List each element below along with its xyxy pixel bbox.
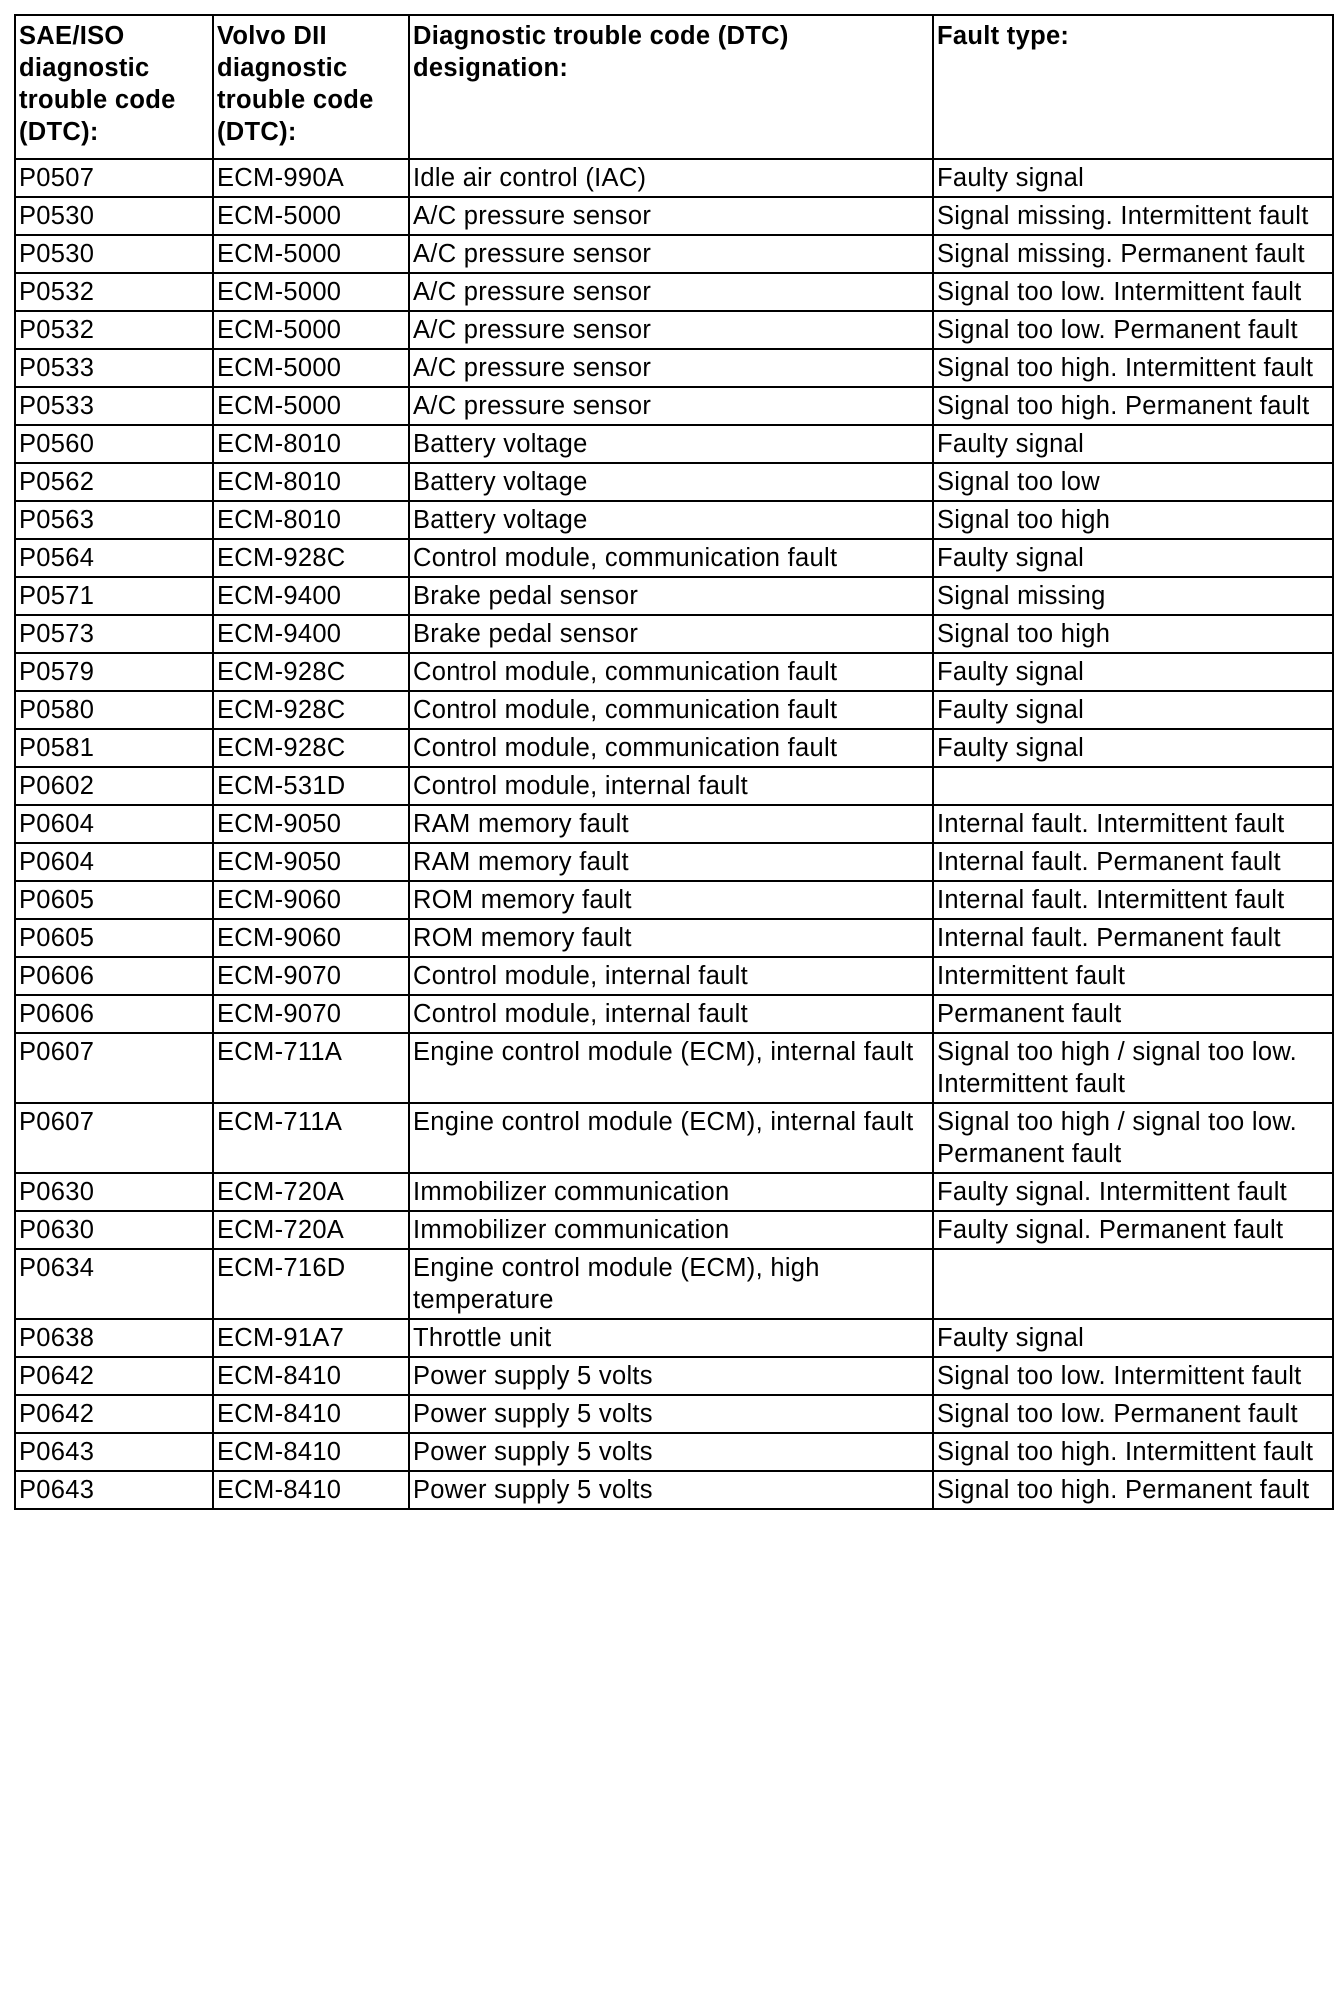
table-row bbox=[15, 1319, 1333, 1357]
cell-dtc-designation: Power supply 5 volts bbox=[409, 1357, 933, 1395]
cell-dtc-designation: A/C pressure sensor bbox=[409, 273, 933, 311]
table-row bbox=[15, 1249, 1333, 1319]
cell-sae-iso-dtc: P0580 bbox=[15, 691, 213, 729]
header-volvo-dii-dtc: Volvo DII diagnostic trouble code (DTC): bbox=[213, 15, 409, 159]
cell-dtc-designation: Control module, internal fault bbox=[409, 995, 933, 1033]
cell-sae-iso-dtc: P0533 bbox=[15, 349, 213, 387]
table-row bbox=[15, 197, 1333, 235]
cell-volvo-dii-dtc: ECM-9050 bbox=[213, 843, 409, 881]
cell-volvo-dii-dtc: ECM-8010 bbox=[213, 463, 409, 501]
cell-sae-iso-dtc: P0573 bbox=[15, 615, 213, 653]
cell-sae-iso-dtc: P0532 bbox=[15, 311, 213, 349]
cell-sae-iso-dtc: P0507 bbox=[15, 159, 213, 197]
header-row bbox=[15, 15, 1333, 159]
cell-volvo-dii-dtc: ECM-5000 bbox=[213, 235, 409, 273]
cell-fault-type: Signal too low. Permanent fault bbox=[933, 311, 1333, 349]
cell-sae-iso-dtc: P0642 bbox=[15, 1395, 213, 1433]
cell-dtc-designation: Control module, internal fault bbox=[409, 767, 933, 805]
cell-volvo-dii-dtc: ECM-9060 bbox=[213, 881, 409, 919]
cell-fault-type: Faulty signal bbox=[933, 691, 1333, 729]
cell-fault-type: Faulty signal bbox=[933, 425, 1333, 463]
table-row bbox=[15, 1173, 1333, 1211]
cell-volvo-dii-dtc: ECM-9060 bbox=[213, 919, 409, 957]
cell-dtc-designation: Control module, communication fault bbox=[409, 729, 933, 767]
table-row bbox=[15, 767, 1333, 805]
table-body bbox=[15, 159, 1333, 1509]
table-row bbox=[15, 691, 1333, 729]
cell-volvo-dii-dtc: ECM-711A bbox=[213, 1033, 409, 1103]
cell-dtc-designation: A/C pressure sensor bbox=[409, 197, 933, 235]
table-row bbox=[15, 463, 1333, 501]
cell-dtc-designation: Battery voltage bbox=[409, 463, 933, 501]
table-row bbox=[15, 235, 1333, 273]
cell-dtc-designation: Control module, communication fault bbox=[409, 539, 933, 577]
cell-volvo-dii-dtc: ECM-8010 bbox=[213, 501, 409, 539]
cell-sae-iso-dtc: P0605 bbox=[15, 881, 213, 919]
cell-volvo-dii-dtc: ECM-990A bbox=[213, 159, 409, 197]
cell-fault-type: Signal too high / signal too low. Intermittent fault bbox=[933, 1033, 1333, 1103]
cell-fault-type: Faulty signal bbox=[933, 653, 1333, 691]
cell-sae-iso-dtc: P0643 bbox=[15, 1433, 213, 1471]
cell-sae-iso-dtc: P0606 bbox=[15, 957, 213, 995]
table-row bbox=[15, 1211, 1333, 1249]
cell-volvo-dii-dtc: ECM-5000 bbox=[213, 349, 409, 387]
cell-dtc-designation: Control module, communication fault bbox=[409, 653, 933, 691]
table-row bbox=[15, 425, 1333, 463]
cell-fault-type bbox=[933, 767, 1333, 805]
cell-dtc-designation: Battery voltage bbox=[409, 425, 933, 463]
cell-dtc-designation: A/C pressure sensor bbox=[409, 349, 933, 387]
cell-dtc-designation: Power supply 5 volts bbox=[409, 1471, 933, 1509]
cell-volvo-dii-dtc: ECM-928C bbox=[213, 691, 409, 729]
cell-dtc-designation: Brake pedal sensor bbox=[409, 615, 933, 653]
table-row bbox=[15, 387, 1333, 425]
cell-fault-type: Signal too high bbox=[933, 615, 1333, 653]
cell-volvo-dii-dtc: ECM-8410 bbox=[213, 1433, 409, 1471]
cell-dtc-designation: Immobilizer communication bbox=[409, 1173, 933, 1211]
table-row bbox=[15, 653, 1333, 691]
cell-sae-iso-dtc: P0604 bbox=[15, 805, 213, 843]
table-row bbox=[15, 273, 1333, 311]
cell-volvo-dii-dtc: ECM-928C bbox=[213, 729, 409, 767]
cell-dtc-designation: Immobilizer communication bbox=[409, 1211, 933, 1249]
table-row bbox=[15, 1033, 1333, 1103]
cell-volvo-dii-dtc: ECM-531D bbox=[213, 767, 409, 805]
cell-dtc-designation: Control module, internal fault bbox=[409, 957, 933, 995]
cell-fault-type: Internal fault. Permanent fault bbox=[933, 919, 1333, 957]
cell-fault-type: Faulty signal bbox=[933, 1319, 1333, 1357]
cell-volvo-dii-dtc: ECM-8410 bbox=[213, 1395, 409, 1433]
cell-sae-iso-dtc: P0571 bbox=[15, 577, 213, 615]
cell-fault-type: Internal fault. Intermittent fault bbox=[933, 881, 1333, 919]
header-dtc-designation: Diagnostic trouble code (DTC) designation: bbox=[409, 15, 933, 159]
table-row bbox=[15, 957, 1333, 995]
cell-sae-iso-dtc: P0563 bbox=[15, 501, 213, 539]
cell-fault-type: Faulty signal bbox=[933, 159, 1333, 197]
cell-sae-iso-dtc: P0579 bbox=[15, 653, 213, 691]
table-header bbox=[15, 15, 1333, 159]
cell-volvo-dii-dtc: ECM-91A7 bbox=[213, 1319, 409, 1357]
cell-volvo-dii-dtc: ECM-8410 bbox=[213, 1471, 409, 1509]
table-row bbox=[15, 349, 1333, 387]
cell-volvo-dii-dtc: ECM-9070 bbox=[213, 957, 409, 995]
cell-fault-type: Signal too high. Permanent fault bbox=[933, 1471, 1333, 1509]
cell-sae-iso-dtc: P0607 bbox=[15, 1033, 213, 1103]
cell-dtc-designation: Engine control module (ECM), internal fault bbox=[409, 1033, 933, 1103]
cell-volvo-dii-dtc: ECM-9070 bbox=[213, 995, 409, 1033]
cell-volvo-dii-dtc: ECM-716D bbox=[213, 1249, 409, 1319]
cell-fault-type: Signal too high. Intermittent fault bbox=[933, 349, 1333, 387]
table-row bbox=[15, 539, 1333, 577]
cell-volvo-dii-dtc: ECM-5000 bbox=[213, 197, 409, 235]
cell-dtc-designation: Battery voltage bbox=[409, 501, 933, 539]
cell-dtc-designation: Control module, communication fault bbox=[409, 691, 933, 729]
cell-dtc-designation: A/C pressure sensor bbox=[409, 311, 933, 349]
cell-volvo-dii-dtc: ECM-5000 bbox=[213, 273, 409, 311]
cell-sae-iso-dtc: P0630 bbox=[15, 1173, 213, 1211]
cell-volvo-dii-dtc: ECM-9400 bbox=[213, 577, 409, 615]
header-sae-iso-dtc: SAE/ISO diagnostic trouble code (DTC): bbox=[15, 15, 213, 159]
table-row bbox=[15, 577, 1333, 615]
table-row bbox=[15, 1357, 1333, 1395]
cell-dtc-designation: A/C pressure sensor bbox=[409, 235, 933, 273]
cell-fault-type: Signal too high / signal too low. Permanent fault bbox=[933, 1103, 1333, 1173]
table-row bbox=[15, 1103, 1333, 1173]
cell-sae-iso-dtc: P0532 bbox=[15, 273, 213, 311]
cell-fault-type: Signal missing. Permanent fault bbox=[933, 235, 1333, 273]
cell-fault-type: Intermittent fault bbox=[933, 957, 1333, 995]
cell-sae-iso-dtc: P0606 bbox=[15, 995, 213, 1033]
cell-sae-iso-dtc: P0634 bbox=[15, 1249, 213, 1319]
cell-fault-type: Signal missing. Intermittent fault bbox=[933, 197, 1333, 235]
cell-sae-iso-dtc: P0562 bbox=[15, 463, 213, 501]
cell-fault-type: Signal too high. Permanent fault bbox=[933, 387, 1333, 425]
cell-sae-iso-dtc: P0630 bbox=[15, 1211, 213, 1249]
table-row bbox=[15, 1433, 1333, 1471]
header-fault-type: Fault type: bbox=[933, 15, 1333, 159]
cell-dtc-designation: Engine control module (ECM), internal fault bbox=[409, 1103, 933, 1173]
cell-sae-iso-dtc: P0530 bbox=[15, 235, 213, 273]
cell-volvo-dii-dtc: ECM-5000 bbox=[213, 311, 409, 349]
cell-dtc-designation: ROM memory fault bbox=[409, 919, 933, 957]
cell-sae-iso-dtc: P0560 bbox=[15, 425, 213, 463]
dtc-table bbox=[14, 14, 1334, 1510]
cell-dtc-designation: Brake pedal sensor bbox=[409, 577, 933, 615]
cell-dtc-designation: RAM memory fault bbox=[409, 843, 933, 881]
cell-sae-iso-dtc: P0642 bbox=[15, 1357, 213, 1395]
cell-sae-iso-dtc: P0602 bbox=[15, 767, 213, 805]
cell-fault-type: Faulty signal. Intermittent fault bbox=[933, 1173, 1333, 1211]
cell-fault-type: Signal missing bbox=[933, 577, 1333, 615]
cell-sae-iso-dtc: P0643 bbox=[15, 1471, 213, 1509]
cell-fault-type: Internal fault. Intermittent fault bbox=[933, 805, 1333, 843]
cell-dtc-designation: Power supply 5 volts bbox=[409, 1433, 933, 1471]
cell-fault-type: Signal too low. Intermittent fault bbox=[933, 1357, 1333, 1395]
cell-fault-type: Signal too high. Intermittent fault bbox=[933, 1433, 1333, 1471]
table-row bbox=[15, 919, 1333, 957]
table-row bbox=[15, 805, 1333, 843]
cell-fault-type: Signal too high bbox=[933, 501, 1333, 539]
cell-dtc-designation: Throttle unit bbox=[409, 1319, 933, 1357]
cell-sae-iso-dtc: P0533 bbox=[15, 387, 213, 425]
cell-volvo-dii-dtc: ECM-928C bbox=[213, 653, 409, 691]
cell-fault-type: Internal fault. Permanent fault bbox=[933, 843, 1333, 881]
cell-volvo-dii-dtc: ECM-928C bbox=[213, 539, 409, 577]
cell-volvo-dii-dtc: ECM-711A bbox=[213, 1103, 409, 1173]
cell-fault-type: Faulty signal. Permanent fault bbox=[933, 1211, 1333, 1249]
table-row bbox=[15, 501, 1333, 539]
cell-fault-type: Permanent fault bbox=[933, 995, 1333, 1033]
cell-dtc-designation: Power supply 5 volts bbox=[409, 1395, 933, 1433]
cell-sae-iso-dtc: P0530 bbox=[15, 197, 213, 235]
cell-sae-iso-dtc: P0564 bbox=[15, 539, 213, 577]
cell-sae-iso-dtc: P0581 bbox=[15, 729, 213, 767]
cell-volvo-dii-dtc: ECM-9050 bbox=[213, 805, 409, 843]
cell-dtc-designation: Idle air control (IAC) bbox=[409, 159, 933, 197]
table-row bbox=[15, 729, 1333, 767]
table-row bbox=[15, 159, 1333, 197]
cell-dtc-designation: ROM memory fault bbox=[409, 881, 933, 919]
cell-fault-type: Signal too low. Intermittent fault bbox=[933, 273, 1333, 311]
cell-sae-iso-dtc: P0604 bbox=[15, 843, 213, 881]
table-row bbox=[15, 881, 1333, 919]
cell-sae-iso-dtc: P0638 bbox=[15, 1319, 213, 1357]
table-row bbox=[15, 995, 1333, 1033]
cell-fault-type: Signal too low bbox=[933, 463, 1333, 501]
table-row bbox=[15, 1471, 1333, 1509]
cell-volvo-dii-dtc: ECM-8010 bbox=[213, 425, 409, 463]
cell-fault-type: Faulty signal bbox=[933, 539, 1333, 577]
cell-dtc-designation: Engine control module (ECM), high temperature bbox=[409, 1249, 933, 1319]
cell-dtc-designation: A/C pressure sensor bbox=[409, 387, 933, 425]
cell-volvo-dii-dtc: ECM-9400 bbox=[213, 615, 409, 653]
cell-volvo-dii-dtc: ECM-5000 bbox=[213, 387, 409, 425]
cell-volvo-dii-dtc: ECM-720A bbox=[213, 1211, 409, 1249]
cell-fault-type: Signal too low. Permanent fault bbox=[933, 1395, 1333, 1433]
cell-sae-iso-dtc: P0605 bbox=[15, 919, 213, 957]
cell-fault-type: Faulty signal bbox=[933, 729, 1333, 767]
cell-dtc-designation: RAM memory fault bbox=[409, 805, 933, 843]
cell-sae-iso-dtc: P0607 bbox=[15, 1103, 213, 1173]
table-row bbox=[15, 843, 1333, 881]
table-row bbox=[15, 311, 1333, 349]
cell-fault-type bbox=[933, 1249, 1333, 1319]
cell-volvo-dii-dtc: ECM-720A bbox=[213, 1173, 409, 1211]
table-row bbox=[15, 1395, 1333, 1433]
table-row bbox=[15, 615, 1333, 653]
cell-volvo-dii-dtc: ECM-8410 bbox=[213, 1357, 409, 1395]
